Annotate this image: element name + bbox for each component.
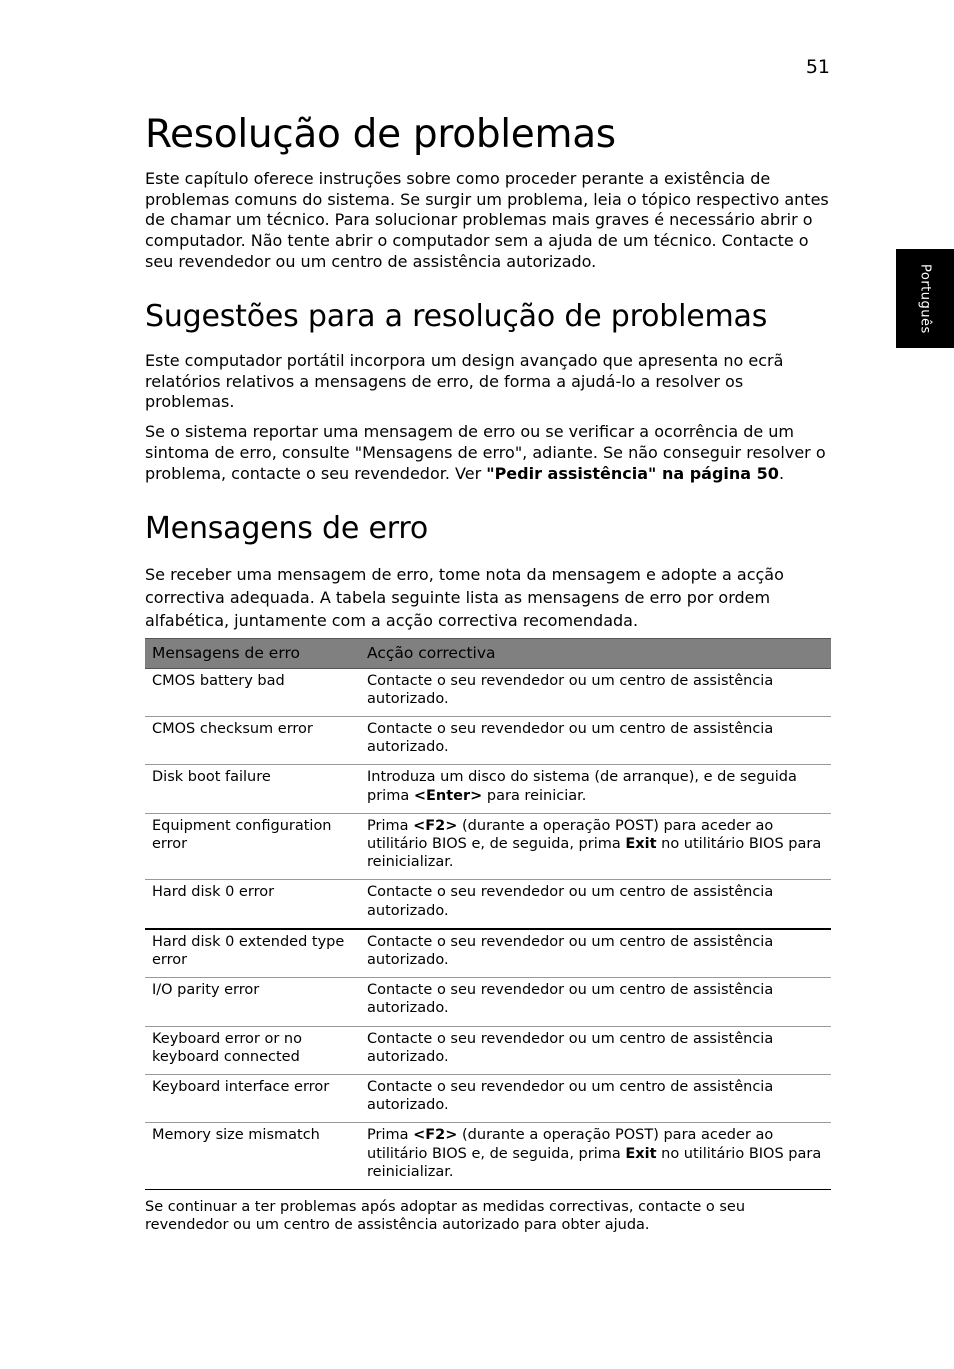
footnote: Se continuar a ter problemas após adoptar as medidas correctivas, contacte o seu revendedor ou um centro de assistência autorizado para obter ajuda. [145,1199,746,1234]
suggestions-paragraph-1: Este computador portátil incorpora um design avançado que apresenta no ecrã relatórios relativos a mensagens de erro, de forma a ajudá-lo a resolver os problemas. [145,350,784,412]
error-message-cell: CMOS battery bad [145,668,360,716]
error-messages-paragraph: Se receber uma mensagem de erro, tome nota da mensagem e adopte a acção correctiva adequada. A tabela seguinte lista as mensagens de erro por ordem alfabética, juntamente com a acção correctiva recomendada. [145,564,784,630]
error-message-cell: Hard disk 0 extended type error [145,929,360,978]
action-text: no utilitário BIOS para reinicializar. [367,1145,822,1180]
table-row [145,765,831,813]
key-name: <F2> [413,1127,458,1144]
page-title: Resolução de problemas [145,112,616,157]
error-message-cell: I/O parity error [145,978,360,1026]
action-cell [360,1123,831,1190]
column-header-message: Mensagens de erro [145,638,360,668]
action-cell: Contacte o seu revendedor ou um centro de assistência autorizado. [360,929,831,978]
section-heading-error-messages: Mensagens de erro [145,510,428,546]
action-cell: Contacte o seu revendedor ou um centro de assistência autorizado. [360,668,831,716]
table-row [145,978,831,1026]
language-side-tab [896,249,954,348]
action-cell: Contacte o seu revendedor ou um centro de assistência autorizado. [360,978,831,1026]
action-text: no utilitário BIOS para reinicializar. [367,835,822,871]
action-text: Prima [367,1127,414,1144]
intro-paragraph: Este capítulo oferece instruções sobre como proceder perante a existência de problemas comuns do sistema. Se surgir um problema, leia o tópico respectivo antes de chamar um técnico. Para solucionar problemas mais graves é necessário abrir o computador. Não tente abrir o computador sem a ajuda de um técnico. Contacte o seu revendedor ou um centro de assistência autorizado. [145,168,829,271]
action-text: Introduza um disco do sistema (de arranque), e de seguida prima [367,769,797,804]
action-cell: Contacte o seu revendedor ou um centro de assistência autorizado. [360,1026,831,1074]
page-content [145,112,831,1234]
action-text: (durante a operação POST) para aceder ao utilitário BIOS e, de seguida, prima [367,817,774,852]
table-row [145,1026,831,1074]
language-tab-label: Português [917,263,933,334]
column-header-action: Acção correctiva [360,638,831,668]
paragraph-end: . [778,463,785,483]
error-message-cell: Disk boot failure [145,765,360,813]
error-message-cell: Keyboard error or no keyboard connected [145,1026,360,1074]
table-row [145,668,831,716]
action-cell [360,813,831,880]
action-text: para reiniciar. [482,787,587,804]
action-cell: Contacte o seu revendedor ou um centro de assistência autorizado. [360,880,831,929]
table-row [145,716,831,764]
action-text: (durante a operação POST) para aceder ao utilitário BIOS e, de seguida, prima [367,1127,774,1162]
suggestions-paragraph-2 [145,422,831,484]
action-cell: Contacte o seu revendedor ou um centro de assistência autorizado. [360,716,831,764]
paragraph-text: Se o sistema reportar uma mensagem de erro ou se verificar a ocorrência de um sintoma de erro, consulte "Mensagens de erro", adiante. Se não conseguir resolver o problema, contacte o seu revendedor. Ver [145,422,826,483]
page-number: 51 [805,56,830,78]
action-cell [360,765,831,813]
key-name: Exit [625,835,657,852]
cross-reference-link[interactable]: "Pedir assistência" na página 50 [486,463,779,483]
error-message-cell: Memory size mismatch [145,1123,360,1190]
error-message-cell: Hard disk 0 error [145,880,360,929]
key-name: <Enter> [413,787,483,804]
error-messages-table [145,638,831,1190]
error-message-cell: Equipment configuration error [145,813,360,880]
table-row [145,1075,831,1123]
table-header-row [145,638,831,668]
key-name: Exit [625,1145,657,1162]
error-message-cell: Keyboard interface error [145,1075,360,1123]
section-heading-suggestions: Sugestões para a resolução de problemas [145,298,768,334]
action-cell: Contacte o seu revendedor ou um centro de assistência autorizado. [360,1075,831,1123]
key-name: <F2> [413,817,458,834]
action-text: Prima [367,817,414,834]
table-row [145,813,831,880]
table-row [145,1123,831,1190]
error-message-cell: CMOS checksum error [145,716,360,764]
table-row [145,929,831,978]
table-row [145,880,831,929]
